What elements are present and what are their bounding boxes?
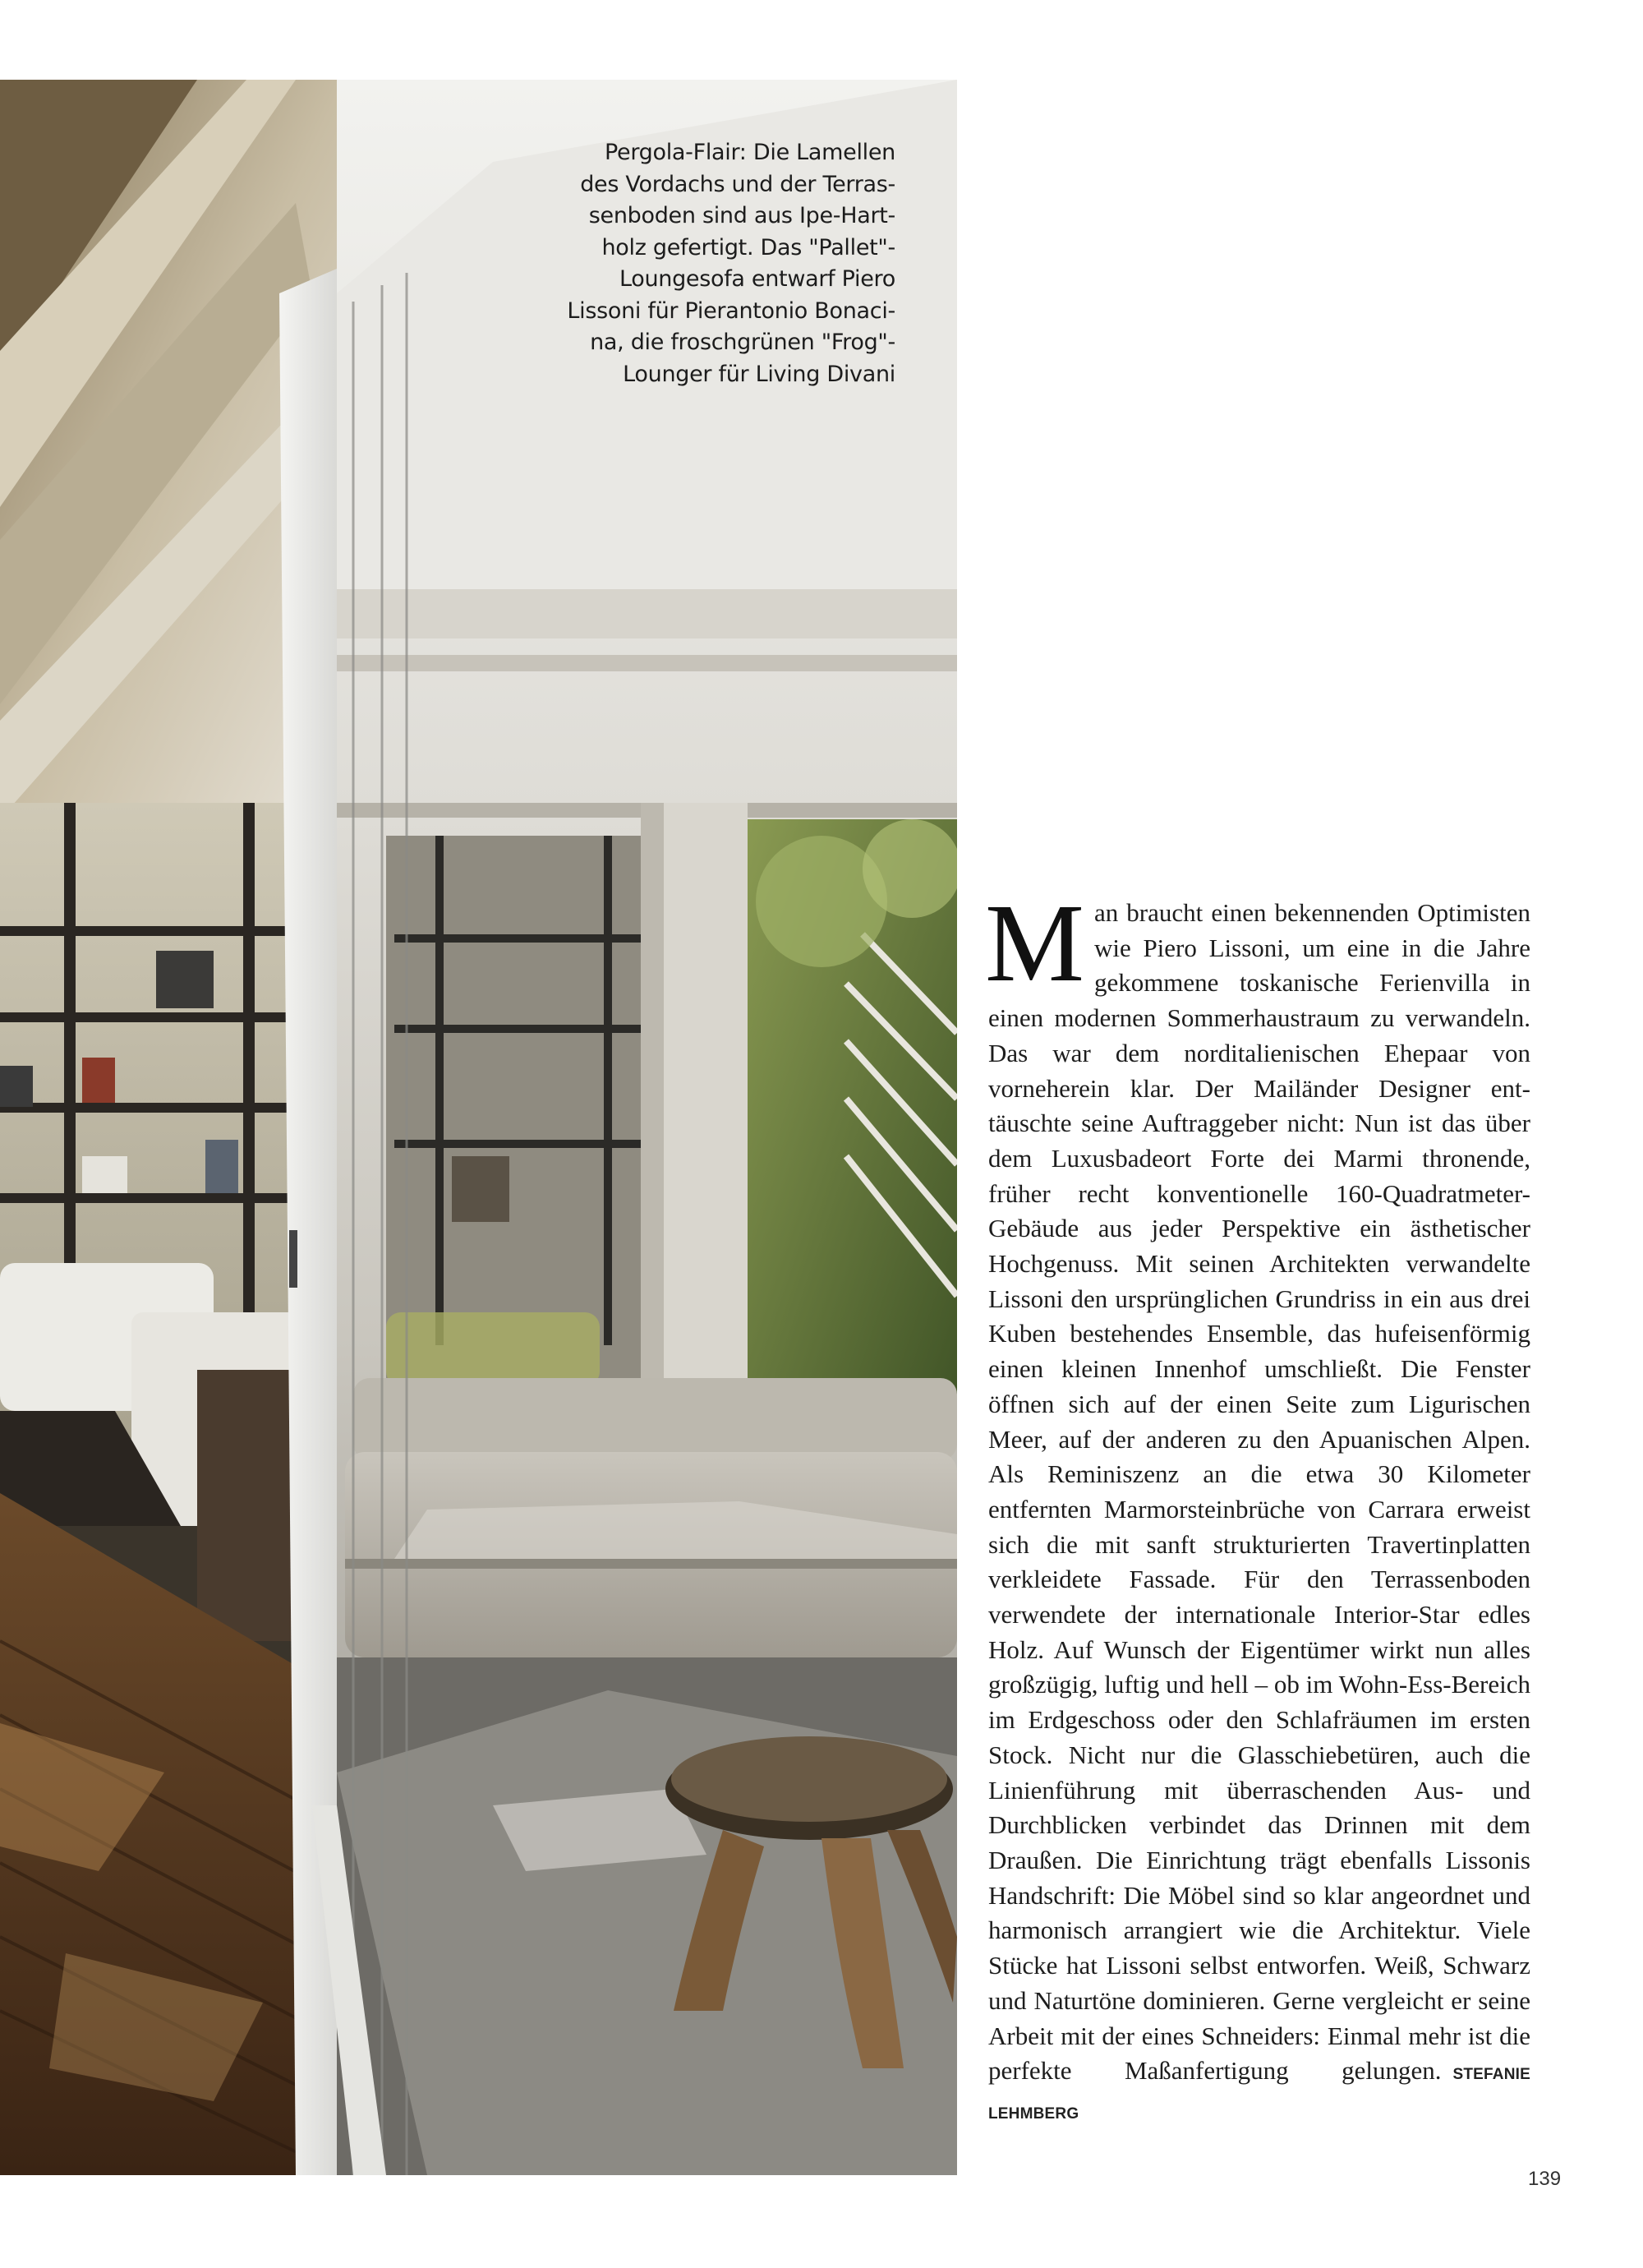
article-text: an braucht einen bekennenden Optimisten wie Piero Lissoni, um eine in die Jahre gekommene toskanische Ferienvilla in einen modernen Sommerhaustraum zu verwandeln. Das war dem norditalienischen Ehepaar von vorneherein klar. Der Mailänder Designer enttäuschte seine Auftraggeber nicht: Nun ist das über dem Luxusbadeort Forte dei Marmi thronende, früher recht konventionelle 160-Quadratmeter-Gebäude aus jeder Perspektive ein ästhetischer Hochgenuss. Mit seinen Architekten verwandelte Lissoni den ursprünglichen Grundriss in ein aus drei Kuben bestehendes Ensemble, das hufeisenförmig einen kleinen Innenhof umschließt. Die Fenster öffnen sich auf der einen Seite zum Ligurischen Meer, auf der anderen zu den Apuanischen Alpen. Als Reminiszenz an die etwa 30 Kilometer entfernten Marmorsteinbrüche von Carrara erweist sich die mit sanft strukturierten Travertinplatten verkleidete Fassade. Für den Terrassenboden verwendete der internationale Interior-Star edles Holz. Auf Wunsch der Eigentümer wirkt nun alles großzügig, luftig und hell – ob im Wohn-Ess-Bereich im Erdgeschoss oder den Schlafräumen im ersten Stock. Nicht nur die Glasschiebetüren, auch die Linienführung mit überraschenden Aus- und Durchblicken verbindet das Drinnen mit dem Draußen. Die Einrichtung trägt ebenfalls Lissonis Handschrift: Die Möbel sind so klar angeordnet und harmonisch arrangiert wie die Architektur. Viele Stücke hat Lissoni selbst entworfen. Weiß, Schwarz und Naturtöne dominieren. Gerne vergleicht er seine Arbeit mit der eines Schneiders: Einmal mehr ist die perfekte Maßanfertigung gelungen. xyxy=(988,898,1530,2086)
drop-cap: M xyxy=(985,882,1084,1005)
photo-caption: Pergola-Flair: Die Lamellen des Vordachs und der Terras- senboden sind aus Ipe-Hart- holz gefertigt. Das "Pallet"- Loungesofa entwarf Piero Lissoni für Pierantonio Bonaci- na, die froschgrünen "Frog"- Lounger für Living Divani xyxy=(567,140,895,387)
page-number: 139 xyxy=(1528,2168,1562,2190)
article-body xyxy=(985,882,1530,2132)
interior-photo xyxy=(0,80,957,2175)
author-credit: STEFANIE LEHMBERG xyxy=(988,2066,1530,2123)
